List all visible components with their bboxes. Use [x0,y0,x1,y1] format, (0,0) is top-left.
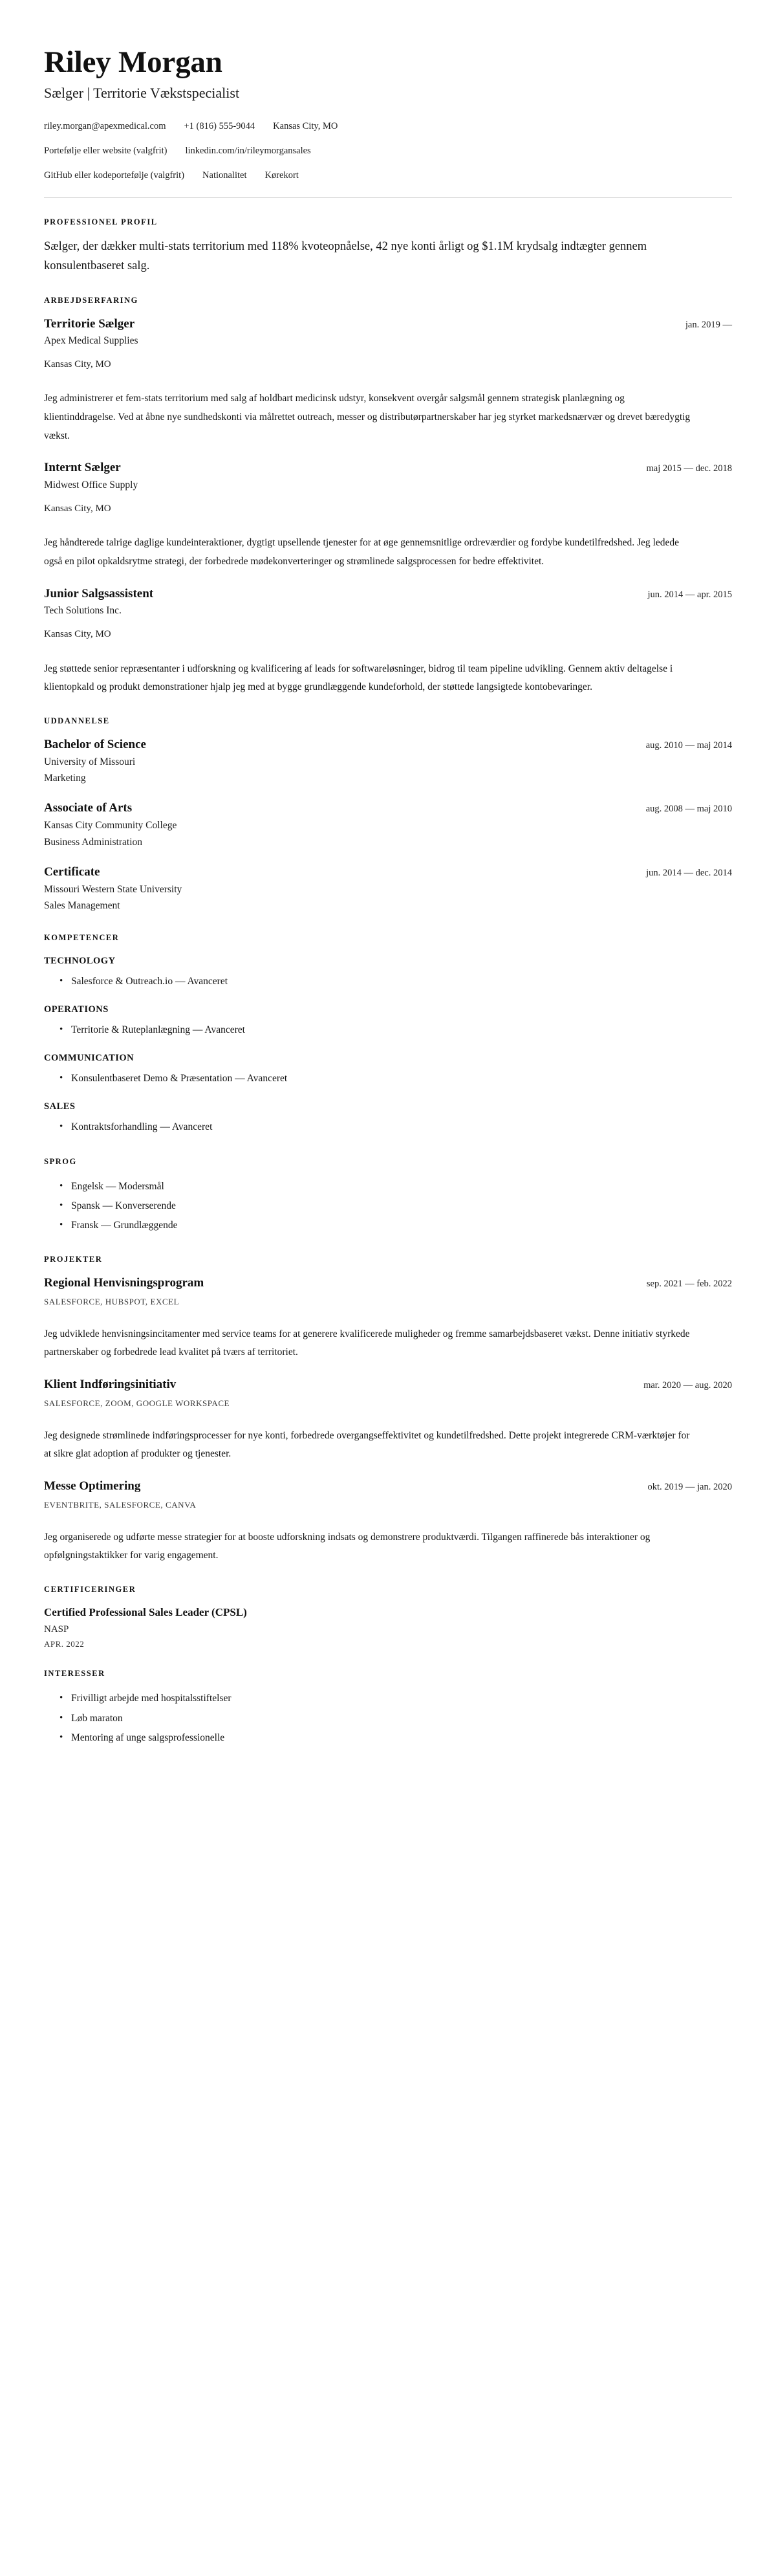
skill-list [44,1117,732,1137]
contact-phone[interactable]: +1 (816) 555-9044 [184,121,255,132]
project-entry [44,1478,732,1565]
section-education [44,716,732,914]
skill-list [44,1069,732,1088]
project-description: Jeg organiserede og udførte messe strategier for at booste udforskning indsats og demonstrere produktværdi. Tilgangen raffinerede bås interaktioner og opfølgningstaktikker for varig engagement. [44,1531,651,1561]
skill-category-label: OPERATIONS [44,1004,109,1015]
education-degree: Associate of Arts [44,801,133,815]
project-title: Klient Indføringsinitiativ [44,1378,177,1392]
project-entry-head [44,1275,732,1292]
skill-item: • Konsulentbaseret Demo & Præsentation — Avanceret [59,1069,732,1088]
experience-date: jun. 2014 — apr. 2015 [647,589,732,600]
interest-item: • Mentoring af unge salgsprofessionelle [59,1728,732,1748]
experience-date: maj 2015 — dec. 2018 [646,463,732,474]
profile-summary: Sælger, der dækker multi-stats territorium med 118% kvoteopnåelse, 42 nye konti årligt og $1.1M krydsalg indtægter gennem konsulentbaseret salg. [44,239,647,272]
language-list [44,1177,732,1236]
section-title-profile: PROFESSIONEL PROFIL [44,217,158,226]
contact-nationality: Nationalitet [202,170,247,181]
project-description: Jeg udviklede henvisningsincitamenter med service teams for at generere kvalificerede muligheder og fremme samarbejdsbaseret vækst. Denne initiativ styrkede partnerskaber og forbedrede lead kvalitet på tværs af territoriet. [44,1328,690,1358]
section-title-education: UDDANNELSE [44,716,110,725]
experience-entry-head [44,316,732,333]
skill-category-label: COMMUNICATION [44,1053,135,1064]
section-certifications [44,1585,732,1649]
education-date: aug. 2010 — maj 2014 [645,740,732,751]
project-entry-head [44,1376,732,1393]
project-date: mar. 2020 — aug. 2020 [643,1380,732,1391]
contact-row-2 [44,144,732,159]
certification-entry [44,1605,732,1649]
experience-date: jan. 2019 — [685,319,732,330]
contact-linkedin[interactable]: linkedin.com/in/rileymorgansales [185,146,311,157]
education-entry-head [44,800,732,817]
section-projects [44,1255,732,1565]
candidate-headline: Sælger | Territorie Vækstspecialist [44,84,240,101]
experience-location: Kansas City, MO [44,358,111,369]
resume-header [44,45,732,183]
project-date: sep. 2021 — feb. 2022 [646,1279,732,1290]
project-entry [44,1376,732,1464]
education-entry-head [44,736,732,753]
skill-item: • Salesforce & Outreach.io — Avanceret [59,972,732,991]
experience-company: Apex Medical Supplies [44,335,138,347]
experience-location: Kansas City, MO [44,628,111,639]
contact-portfolio[interactable]: Portefølje eller website (valgfrit) [44,146,167,157]
candidate-name: Riley Morgan [44,45,222,79]
contact-row-3 [44,169,732,183]
section-profile [44,217,732,276]
language-item: • Engelsk — Modersmål [59,1177,732,1196]
experience-description: Jeg håndterede talrige daglige kundeinteraktioner, dygtigt upsellende tjenester for at øge gennemsnitlige ordreværdier og fordybe kundetilfredshed. Jeg ledede også en pilot opkaldsrytme strategi, der forbedrede mødekonverteringer og strømlinede salgsprocessen for bedre effektivitet. [44,537,680,567]
education-school: University of Missouri [44,756,136,767]
section-experience [44,296,732,697]
experience-company: Midwest Office Supply [44,479,138,491]
education-field: Business Administration [44,836,142,848]
experience-entry [44,459,732,571]
experience-location: Kansas City, MO [44,503,111,514]
section-title-certifications: CERTIFICERINGER [44,1585,136,1594]
skill-group [44,956,732,991]
interest-item: • Løb maraton [59,1709,732,1728]
education-entry [44,864,732,914]
project-tools: EVENTBRITE, SALESFORCE, CANVA [44,1499,197,1510]
certification-title: Certified Professional Sales Leader (CPSL) [44,1606,247,1619]
education-entry [44,736,732,786]
skill-item: • Kontraktsforhandling — Avanceret [59,1117,732,1137]
section-title-languages: SPROG [44,1156,77,1166]
education-school: Kansas City Community College [44,820,177,831]
section-title-skills: KOMPETENCER [44,932,120,942]
skill-category-label: SALES [44,1101,76,1112]
certification-issuer: NASP [44,1624,69,1635]
contact-location: Kansas City, MO [273,121,338,132]
project-title: Messe Optimering [44,1479,141,1493]
experience-title: Junior Salgsassistent [44,586,154,600]
language-item: • Spansk — Konverserende [59,1196,732,1216]
project-title: Regional Henvisningsprogram [44,1276,204,1290]
interest-list [44,1689,732,1748]
education-date: jun. 2014 — dec. 2014 [646,868,732,879]
interest-item: • Frivilligt arbejde med hospitalsstiftelser [59,1689,732,1708]
education-date: aug. 2008 — maj 2010 [645,804,732,815]
certification-date: APR. 2022 [44,1639,85,1649]
section-title-interests: INTERESSER [44,1669,105,1679]
section-interests [44,1669,732,1748]
education-field: Sales Management [44,900,120,912]
section-languages [44,1157,732,1236]
education-entry [44,800,732,850]
language-item: • Fransk — Grundlæggende [59,1216,732,1235]
project-tools: SALESFORCE, HUBSPOT, EXCEL [44,1296,180,1306]
section-title-experience: ARBEJDSERFARING [44,295,138,305]
project-entry-head [44,1478,732,1495]
skill-group [44,1053,732,1088]
education-degree: Certificate [44,865,100,879]
header-divider [44,197,732,198]
experience-entry-head [44,586,732,602]
skill-category-label: TECHNOLOGY [44,955,116,966]
skill-item: • Territorie & Ruteplanlægning — Avanceret [59,1020,732,1040]
skill-list [44,972,732,991]
contact-row-1 [44,120,732,134]
skill-list [44,1020,732,1040]
skill-group [44,1101,732,1137]
experience-description: Jeg støttede senior repræsentanter i udforskning og kvalificering af leads for softwareløsninger, bidrog til team pipeline udvikling. Gennem aktiv deltagelse i klientopkald og produkt demonstrationer hjalp jeg med at bygge grundlæggende kundeforhold, der støttede langsigtede kontobevaringer. [44,663,673,693]
contact-email[interactable]: riley.morgan@apexmedical.com [44,121,166,132]
experience-title: Internt Sælger [44,461,121,475]
experience-description: Jeg administrerer et fem-stats territorium med salg af holdbart medicinsk udstyr, konsekvent overgår salgsmål gennem strategisk planlægning og klientinddragelse. Ved at åbne nye sundhedskonti via målrettet outreach, messer og distributørpartnerskaber har jeg styrket markedsnærvær og drevet bæredygtig vækst. [44,393,691,441]
experience-entry [44,316,732,446]
contact-github[interactable]: GitHub eller kodeportefølje (valgfrit) [44,170,185,181]
experience-entry [44,586,732,697]
project-tools: SALESFORCE, ZOOM, GOOGLE WORKSPACE [44,1398,230,1408]
education-degree: Bachelor of Science [44,737,146,751]
skill-group [44,1004,732,1040]
education-entry-head [44,864,732,881]
project-description: Jeg designede strømlinede indføringsprocesser for nye konti, forbedrede overgangseffektivitet og kundetilfredshed. Dette projekt integrerede CRM-værktøjer for at sikre glat adoption af produkter og tjenester. [44,1429,690,1460]
project-entry [44,1275,732,1362]
contact-driving-license: Kørekort [264,170,299,181]
section-skills [44,933,732,1138]
project-date: okt. 2019 — jan. 2020 [647,1482,732,1493]
experience-title: Territorie Sælger [44,316,135,331]
education-school: Missouri Western State University [44,883,182,895]
section-title-projects: PROJEKTER [44,1255,103,1264]
experience-company: Tech Solutions Inc. [44,605,122,617]
education-field: Marketing [44,773,86,784]
experience-entry-head [44,459,732,476]
